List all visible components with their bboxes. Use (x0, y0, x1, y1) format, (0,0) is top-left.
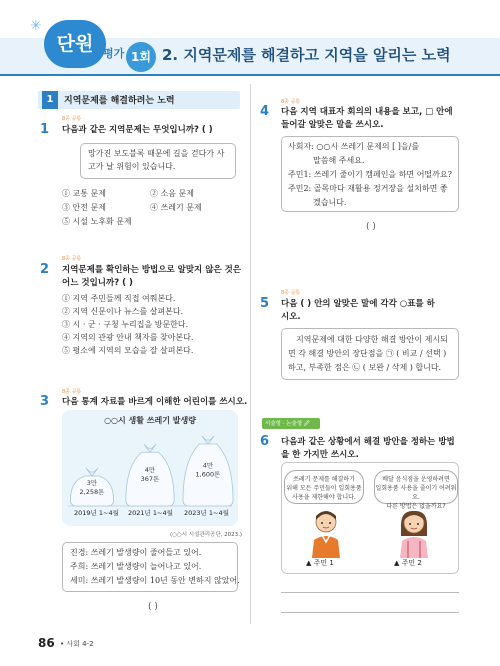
q4-line-1: 사회자: ○○시 쓰레기 문제의 [ ]을/를 (288, 142, 420, 151)
page-number: 86 (38, 636, 55, 650)
q1-number: 1 (40, 122, 50, 137)
chart-title: ○○시 생활 쓰레기 발생량 (104, 416, 196, 425)
resident-2-caption: ▲ 주민 2 (394, 559, 422, 567)
bag-knot-1 (86, 468, 98, 476)
section-number: 1 (42, 91, 58, 109)
q2-tag: 8종 공통 (62, 256, 82, 262)
q4-answer-blank[interactable]: ( ) (366, 222, 376, 232)
chart-source: (○○시 시설관리공단, 2023.) (170, 532, 243, 538)
sparkle-icon: ✳ (30, 18, 42, 34)
trash-bag-bar-1 (70, 468, 113, 506)
bag-value-label-2: 4만 (144, 466, 156, 475)
q6-question-line2: 을 한 가지만 쓰시오. (281, 450, 359, 460)
q6-answer-line-2[interactable] (281, 612, 459, 613)
page-title: 2. 지역문제를 해결하고 지역을 알리는 노력 (162, 46, 451, 64)
category-label-2: 2021년 1~4월 (128, 509, 173, 517)
q2-option-1[interactable]: ① 지역 주민들께 직접 여쭤본다. (62, 294, 176, 303)
q1-tag: 8종 공통 (62, 116, 82, 122)
bag-knot-2 (144, 444, 156, 452)
q4-line-5: 겠습니다. (313, 198, 347, 207)
q4-question-line1: 다음 지역 대표자 회의의 내용을 보고, □ 안에 (281, 107, 453, 117)
q3-statement-2: 주희: 쓰레기 발생량이 늘어나고 있어. (70, 562, 202, 571)
resident-1-caption: ▲ 주민 1 (306, 559, 334, 567)
bubble1-line-2: 위해 모든 주민들이 일회용품 (286, 485, 362, 492)
resident-1-illustration (306, 508, 346, 558)
q2-number: 2 (40, 262, 50, 277)
q6-bubble-2 (374, 470, 458, 510)
round-badge: 1회 (126, 42, 156, 72)
bag-value-label-3: 1,600톤 (195, 470, 221, 479)
q5-tag: 8종 공통 (281, 290, 301, 296)
q4-line-3: 주민1: 쓰레기 줄이기 캠페인을 하면 어떨까요? (288, 170, 452, 179)
q1-option-3[interactable]: ③ 안전 문제 (62, 203, 106, 212)
q3-question: 다음 통계 자료를 바르게 이해한 어린이를 쓰시오. (62, 397, 248, 407)
q3-statement-3: 세미: 쓰레기 발생량이 10년 동안 변하지 않았어. (70, 576, 240, 585)
q4-question-line2: 들어갈 알맞은 말을 쓰시오. (281, 120, 384, 130)
q6-answer-line-1[interactable] (281, 592, 459, 593)
category-label-3: 2023년 1~4월 (184, 509, 229, 517)
q6-bubble-1 (284, 470, 364, 504)
q6-number: 6 (260, 434, 270, 449)
category-label-1: 2019년 1~4월 (74, 509, 119, 517)
q1-option-1[interactable]: ① 교통 문제 (62, 189, 106, 198)
q4-line-4: 주민2: 골목마다 재활용 정거장을 설치하면 좋 (288, 184, 448, 193)
q2-option-4[interactable]: ④ 지역의 관광 안내 책자를 찾아본다. (62, 333, 194, 342)
q1-box-text: 망가진 보도블록 때문에 길을 걷다가 사고가 날 위험이 있습니다. (88, 149, 225, 171)
bag-value-label-1: 2,258톤 (79, 488, 105, 497)
q6-question-line1: 다음과 같은 상황에서 해결 방안을 정하는 방법 (281, 437, 455, 447)
trash-bag-bar-3 (183, 436, 233, 506)
subject-label: • 사회 4-2 (60, 640, 94, 648)
bubble2-line-3: 다른 방법은 없을까요? (386, 503, 446, 510)
resident-2-illustration (394, 508, 434, 558)
bubble2-line-1: 배달 음식점을 운영하려면 (382, 476, 450, 483)
unit-badge: 단원 (44, 20, 106, 68)
q1-option-4[interactable]: ④ 쓰레기 문제 (150, 203, 202, 212)
q3-number: 3 (40, 394, 50, 409)
bubble1-line-1: 쓰레기 문제를 해결하기 (293, 476, 355, 483)
q3-tag: 8종 공통 (62, 389, 82, 395)
eval-label: 평가 (103, 47, 125, 60)
q2-option-5[interactable]: ⑤ 평소에 지역의 모습을 잘 살펴본다. (62, 346, 194, 355)
q4-tag: 8종 공통 (281, 99, 301, 105)
trash-bag-bar-2 (126, 444, 174, 506)
q1-option-5[interactable]: ⑤ 시설 노후화 문제 (62, 217, 132, 226)
bubble2-line-2: 일회용품 사용을 줄이기 어려워요. (375, 485, 457, 501)
q5-question-line2: 시오. (281, 312, 301, 322)
q5-box-line-2[interactable]: 면 각 해결 방안의 장단점을 ㉠ ( 비교 / 선택 ) (288, 349, 447, 358)
q5-box-line-3[interactable]: 하고, 부족한 점은 ㉡ ( 보완 / 삭제 ) 합니다. (288, 363, 442, 372)
q1-question: 다음과 같은 지역문제는 무엇입니까? ( ) (62, 125, 213, 135)
column-divider (250, 84, 251, 624)
q5-number: 5 (260, 296, 270, 311)
q3-statement-1: 진경: 쓰레기 발생량이 줄어들고 있어. (70, 548, 202, 557)
q4-line-2: 말씀해 주세요. (313, 156, 365, 165)
q2-option-2[interactable]: ② 지역 신문이나 뉴스를 살펴본다. (62, 307, 184, 316)
q2-question-line2: 어느 것입니까? ( ) (62, 278, 133, 288)
header-underline (0, 74, 500, 76)
q5-question-line1: 다음 ( ) 안의 알맞은 말에 각각 ○표를 하 (281, 299, 435, 309)
q4-number: 4 (260, 104, 270, 119)
bag-value-label-2: 367톤 (140, 475, 160, 484)
bag-knot-3 (202, 436, 214, 444)
bag-value-label-3: 4만 (202, 461, 214, 470)
q3-answer-blank[interactable]: ( ) (148, 602, 158, 612)
q5-box-line-1: 지역문제에 대한 다양한 해결 방안이 제시되 (296, 335, 448, 344)
bag-value-label-1: 3만 (86, 479, 98, 488)
chart-categories (62, 508, 238, 518)
q2-question-line1: 지역문제를 확인하는 방법으로 알맞지 않은 것은 (62, 265, 242, 275)
q1-option-2[interactable]: ② 소음 문제 (150, 189, 194, 198)
bubble1-line-3: 사용을 제한해야 합니다. (292, 494, 356, 501)
q2-option-3[interactable]: ③ 시 · 군 · 구청 누리집을 방문한다. (62, 320, 189, 329)
q6-tag: 서술형 · 논술형 🖉 (265, 421, 310, 427)
section-title: 지역문제를 해결하려는 노력 (64, 96, 175, 106)
